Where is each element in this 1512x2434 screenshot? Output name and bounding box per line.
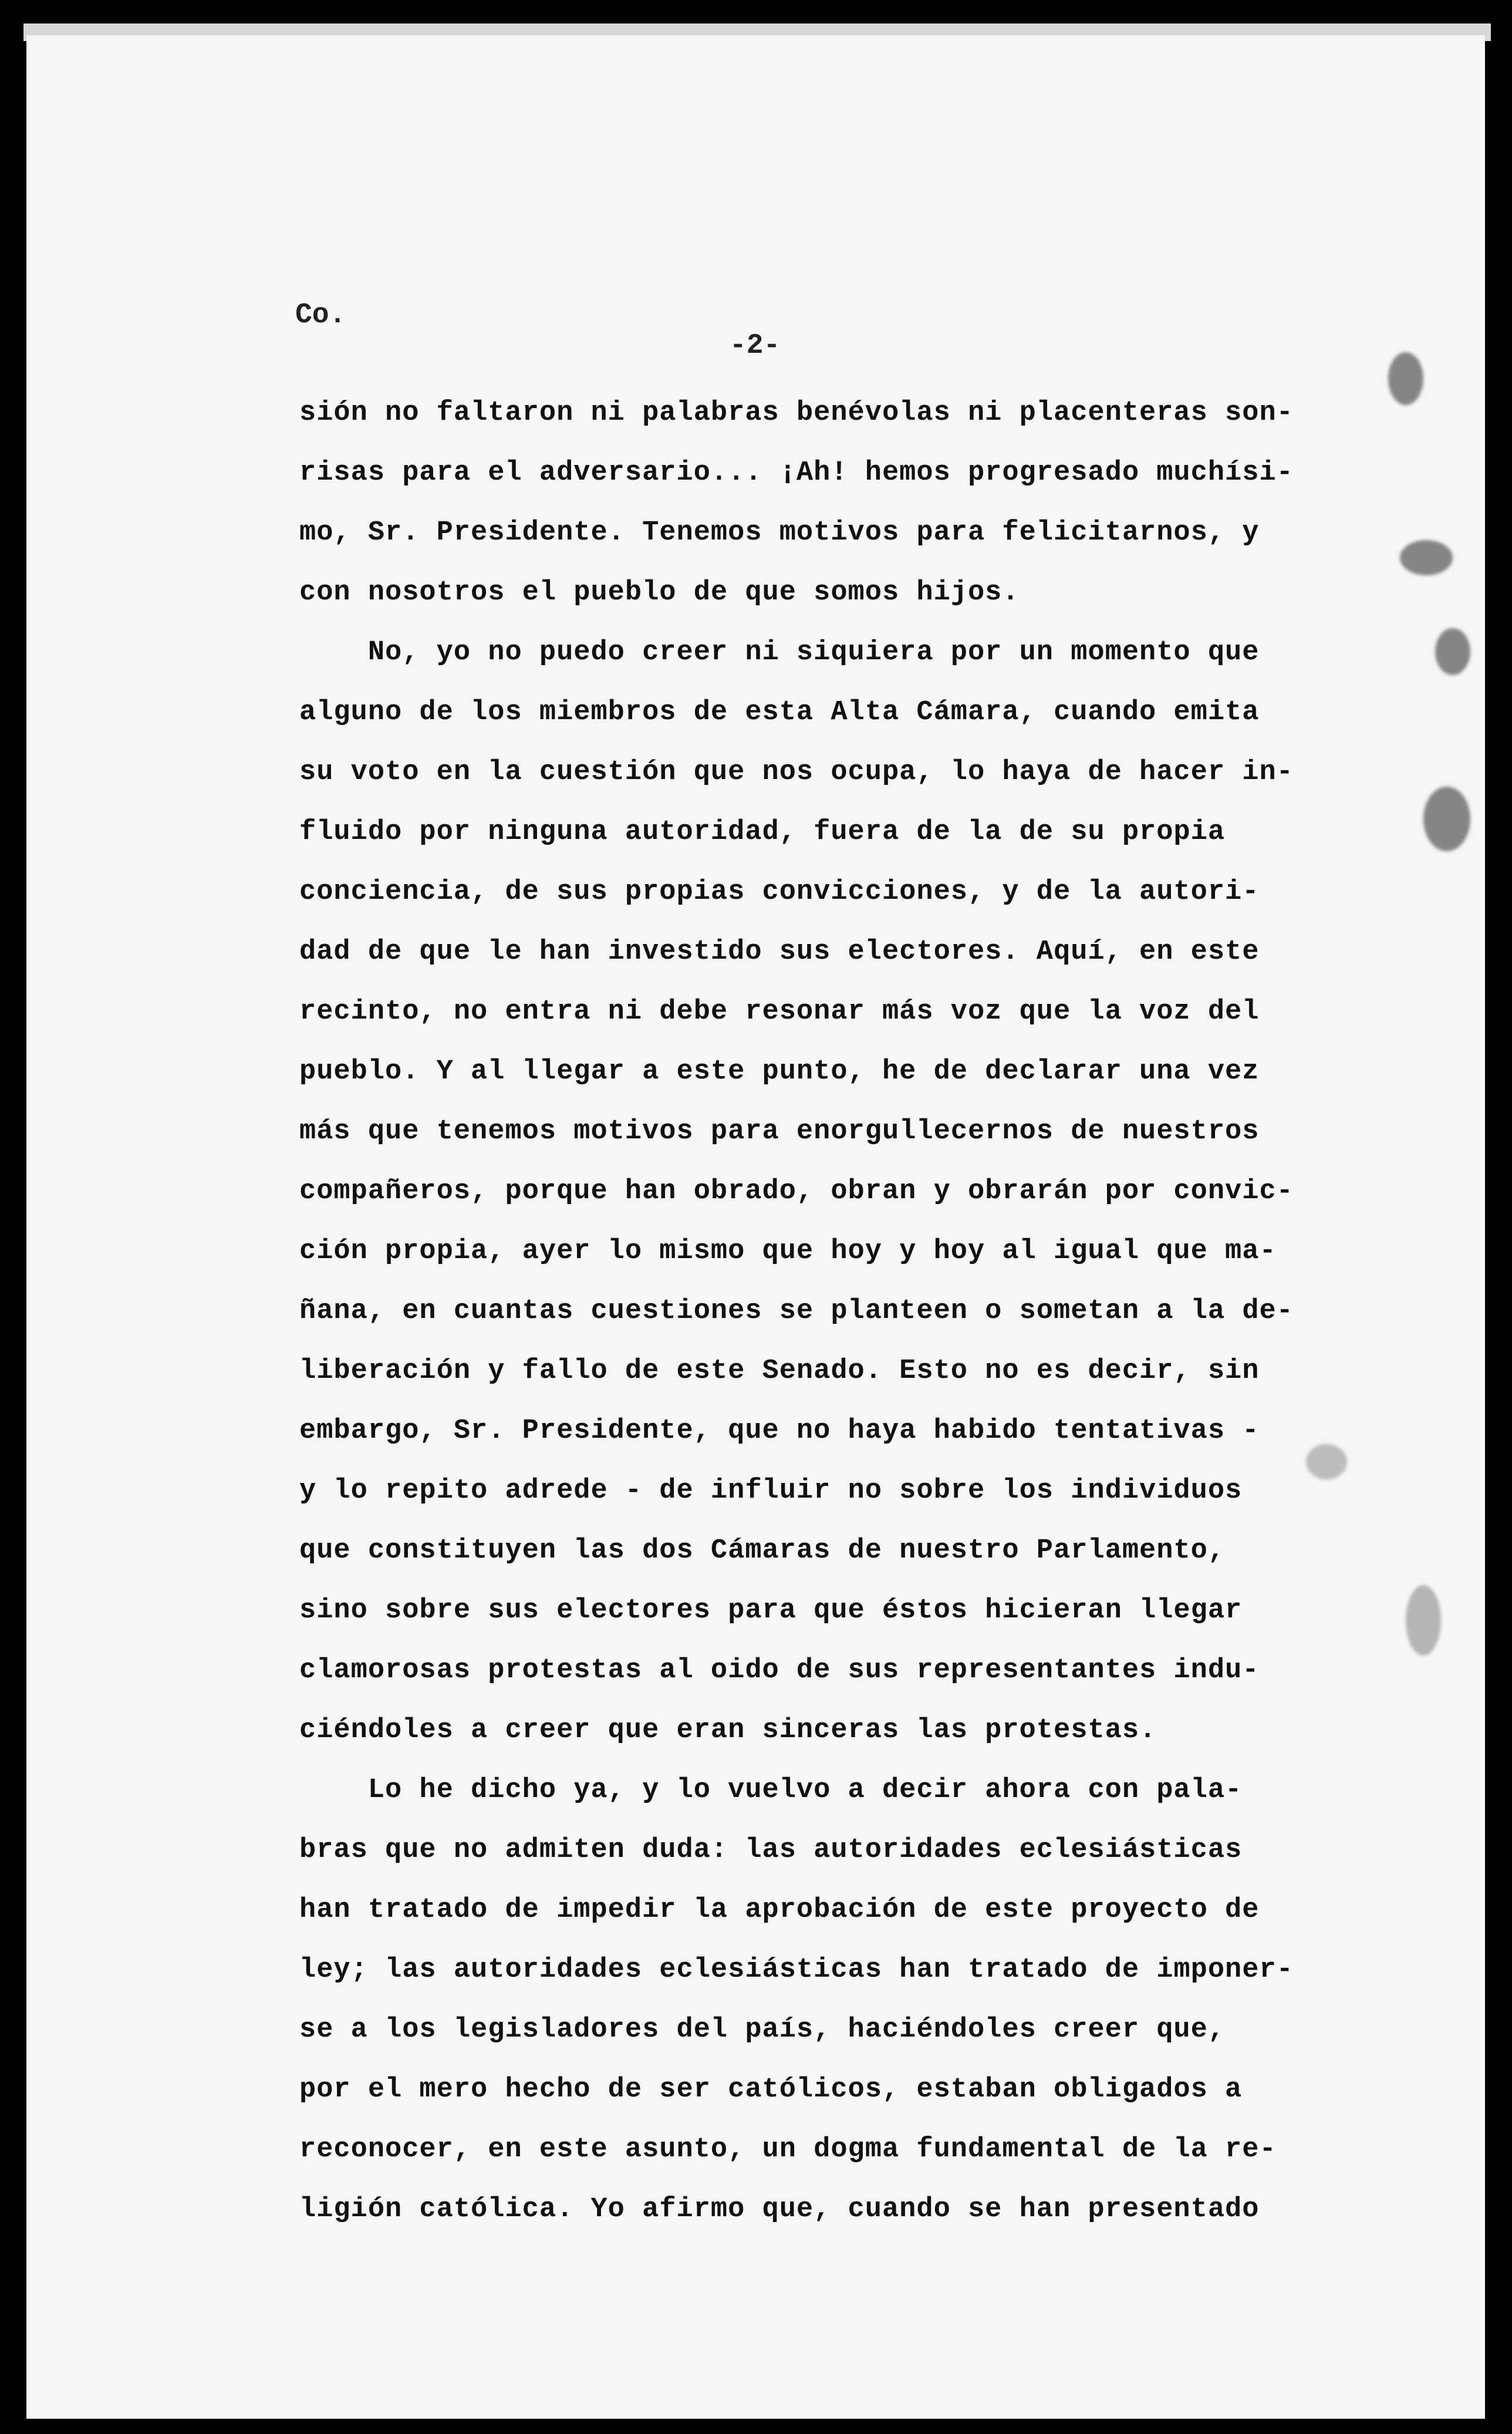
text-line: ñana, en cuantas cuestiones se planteen o sometan a la de-	[299, 1296, 1294, 1327]
text-line: liberación y fallo de este Senado. Esto no es decir, sin	[299, 1356, 1260, 1387]
text-line: compañeros, porque han obrado, obran y obrarán por convic-	[299, 1176, 1294, 1207]
text-line: que constituyen las dos Cámaras de nuestro Parlamento,	[299, 1535, 1226, 1566]
text-line: No, yo no puedo creer ni siquiera por un momento que	[299, 637, 1260, 668]
text-line: ligión católica. Yo afirmo que, cuando se han presentado	[299, 2194, 1260, 2225]
text-line: han tratado de impedir la aprobación de este proyecto de	[299, 1894, 1260, 1926]
text-line: más que tenemos motivos para enorgullecernos de nuestros	[299, 1116, 1260, 1147]
ink-smudge	[1423, 787, 1470, 851]
text-line: bras que no admiten duda: las autoridades eclesiásticas	[299, 1835, 1243, 1866]
ink-smudge	[1400, 540, 1453, 575]
text-line: mo, Sr. Presidente. Tenemos motivos para felicitarnos, y	[299, 517, 1260, 548]
text-line: ciéndoles a creer que eran sinceras las protestas.	[299, 1715, 1157, 1746]
ink-smudge	[1306, 1444, 1347, 1479]
text-line: por el mero hecho de ser católicos, estaban obligados a	[299, 2074, 1243, 2105]
ink-smudge	[1388, 352, 1423, 405]
text-line: ción propia, ayer lo mismo que hoy y hoy al igual que ma-	[299, 1236, 1277, 1267]
text-line: Lo he dicho ya, y lo vuelvo a decir ahora con pala-	[299, 1775, 1243, 1806]
text-line: pueblo. Y al llegar a este punto, he de declarar una vez	[299, 1056, 1260, 1087]
text-line: reconocer, en este asunto, un dogma fundamental de la re-	[299, 2134, 1277, 2165]
text-line: fluido por ninguna autoridad, fuera de la de su propia	[299, 817, 1226, 848]
text-line: clamorosas protestas al oido de sus representantes indu-	[299, 1655, 1260, 1686]
page-number: -2-	[730, 330, 781, 362]
text-line: ley; las autoridades eclesiásticas han tratado de imponer-	[299, 1954, 1294, 1985]
text-line: sino sobre sus electores para que éstos hicieran llegar	[299, 1595, 1243, 1626]
corner-mark: Co.	[295, 299, 346, 331]
text-line: dad de que le han investido sus electores. Aquí, en este	[299, 936, 1260, 967]
text-line: alguno de los miembros de esta Alta Cámara, cuando emita	[299, 697, 1260, 728]
text-line: conciencia, de sus propias convicciones, y de la autori-	[299, 876, 1260, 908]
ink-smudge	[1406, 1585, 1441, 1656]
text-line: recinto, no entra ni debe resonar más voz que la voz del	[299, 996, 1260, 1027]
text-line: con nosotros el pueblo de que somos hijos.	[299, 577, 1020, 608]
text-line: su voto en la cuestión que nos ocupa, lo haya de hacer in-	[299, 757, 1294, 788]
text-line: embargo, Sr. Presidente, que no haya habido tentativas -	[299, 1415, 1260, 1447]
ink-smudge	[1435, 628, 1470, 675]
typewritten-page	[26, 35, 1485, 2419]
text-line: risas para el adversario... ¡Ah! hemos progresado muchísi-	[299, 457, 1294, 488]
text-line: y lo repito adrede - de influir no sobre los individuos	[299, 1475, 1243, 1506]
text-line: sión no faltaron ni palabras benévolas ni placenteras son-	[299, 397, 1294, 429]
text-line: se a los legisladores del país, haciéndoles creer que,	[299, 2014, 1226, 2045]
